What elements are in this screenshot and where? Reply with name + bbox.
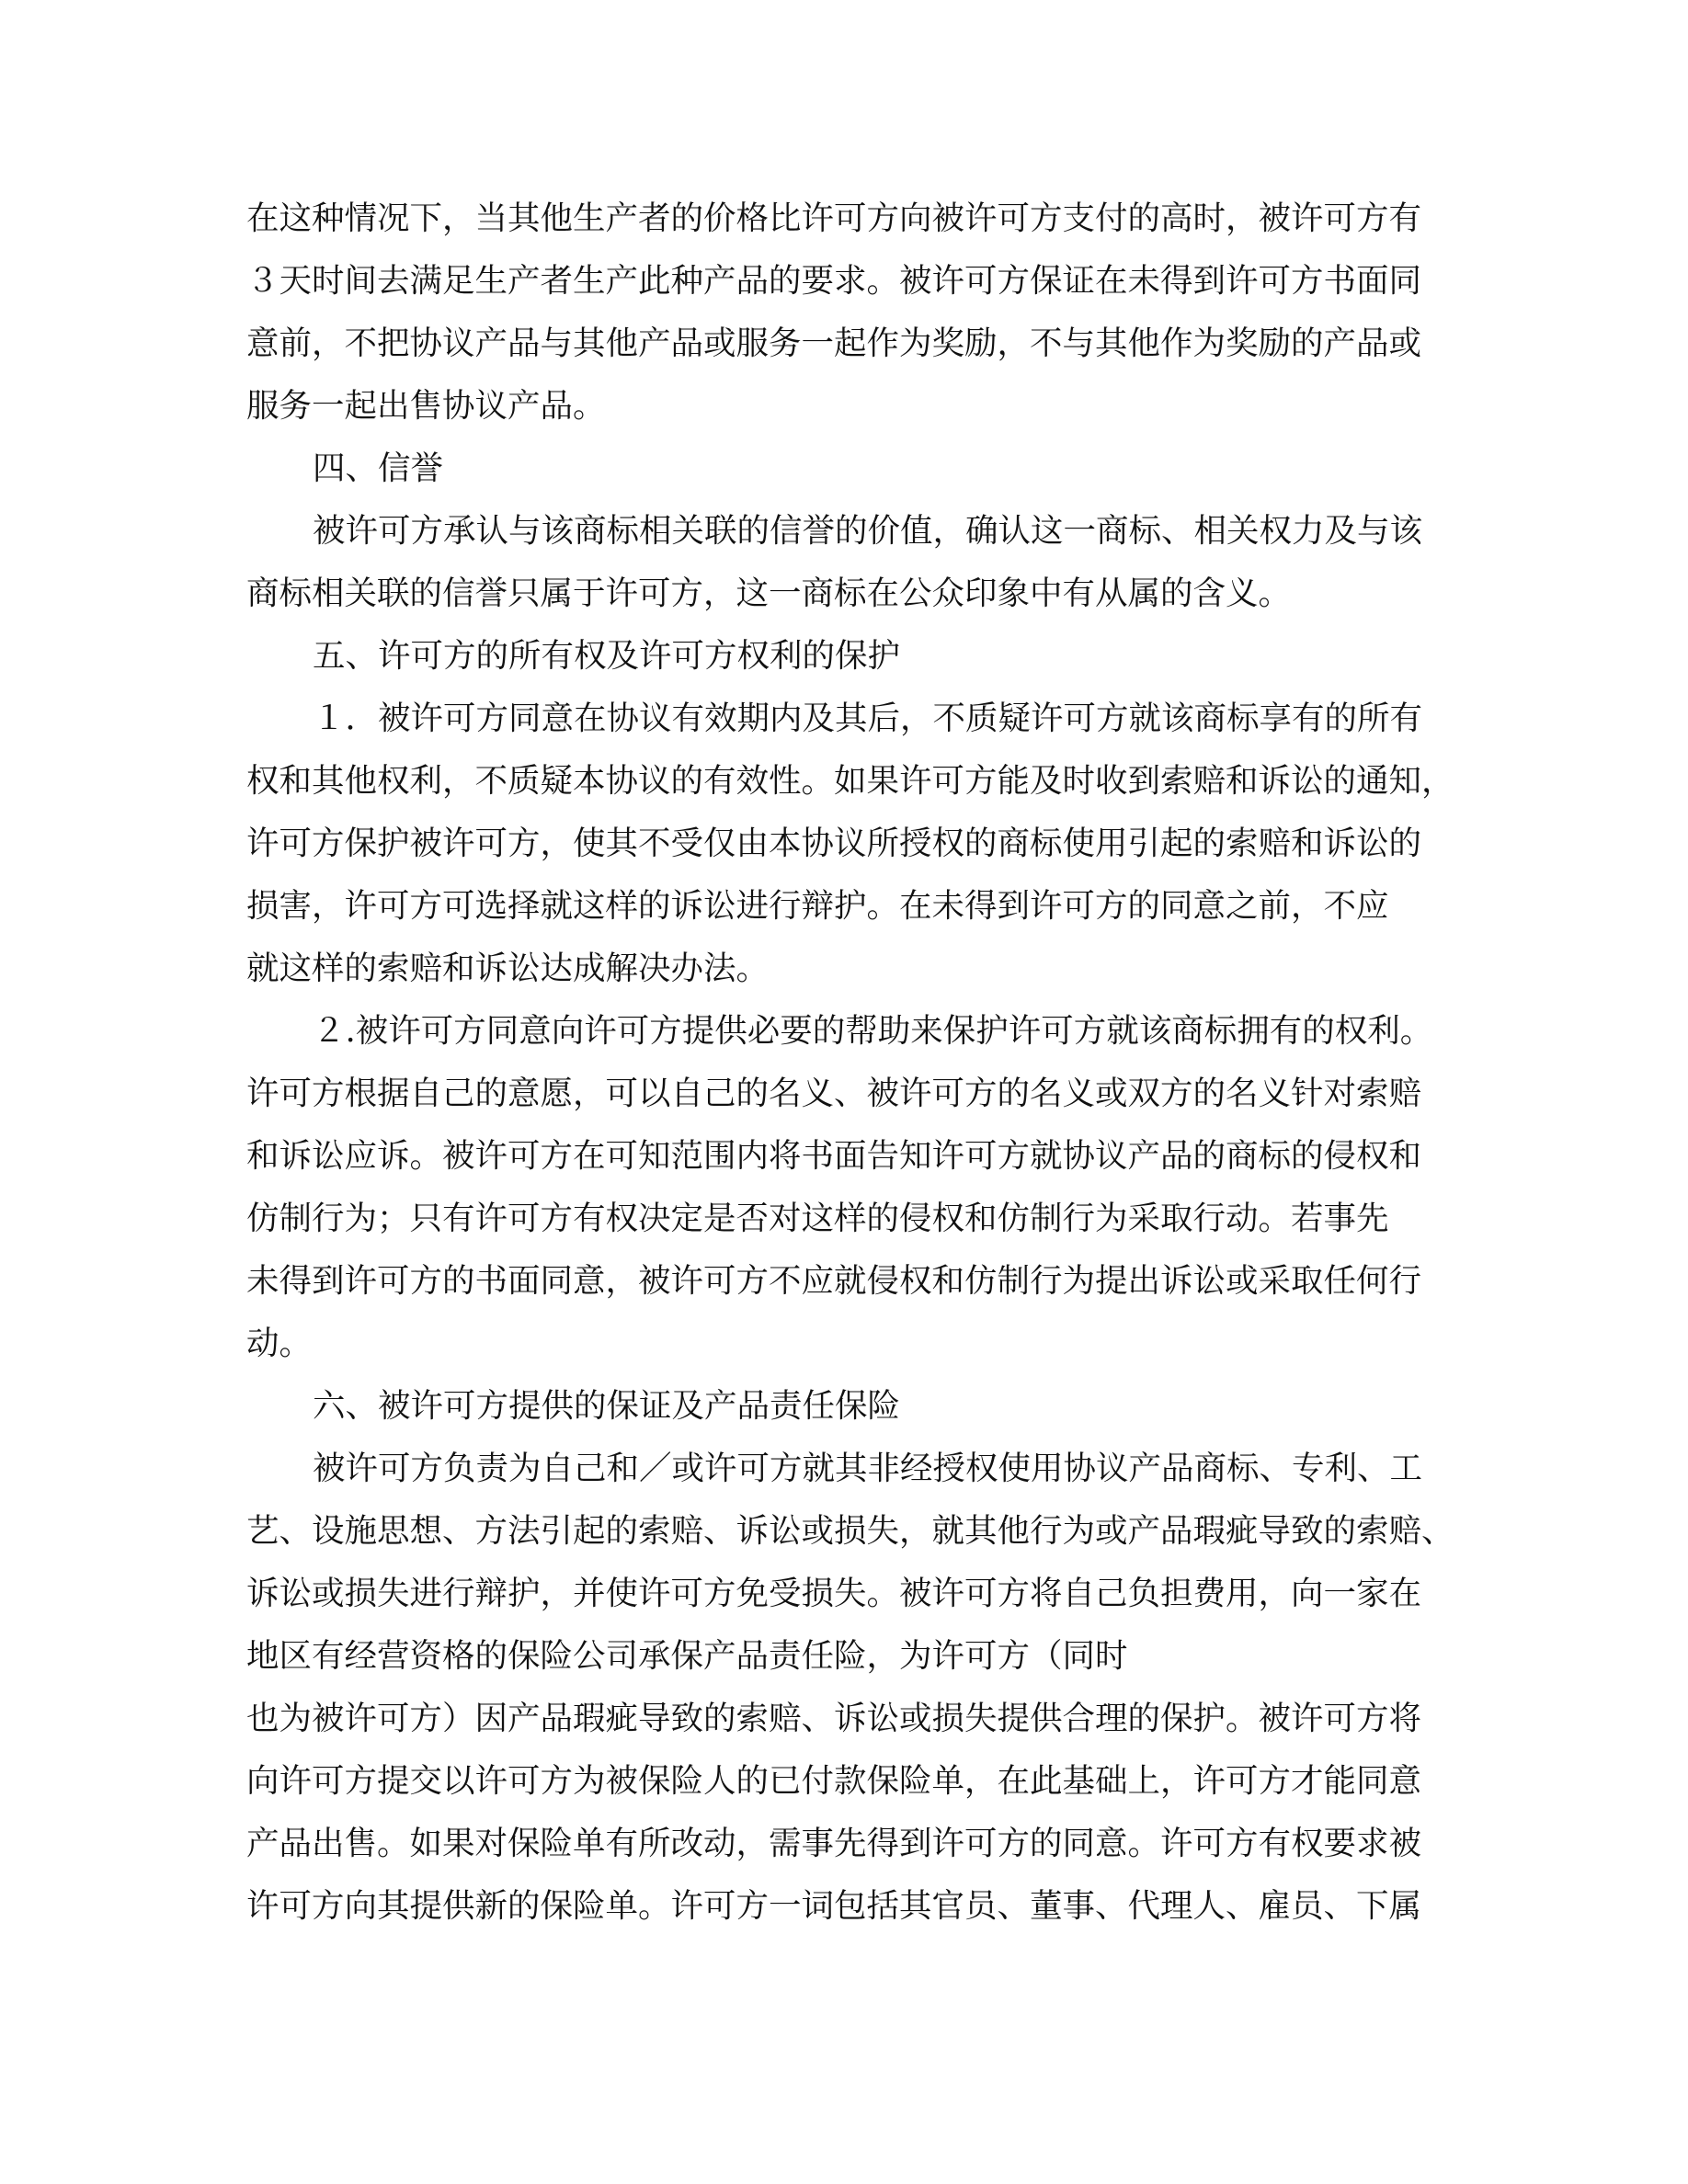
body-text-line: 未得到许可方的书面同意，被许可方不应就侵权和仿制行为提出诉讼或采取任何行 bbox=[246, 1262, 1422, 1300]
body-text-line: 许可方根据自己的意愿，可以自己的名义、被许可方的名义或双方的名义针对索赔 bbox=[246, 1075, 1422, 1112]
section-heading: 五、许可方的所有权及许可方权利的保护 bbox=[313, 637, 901, 675]
body-text-line: 许可方向其提供新的保险单。许可方一词包括其官员、董事、代理人、雇员、下属 bbox=[246, 1887, 1422, 1925]
body-text-line: 损害，许可方可选择就这样的诉讼进行辩护。在未得到许可方的同意之前，不应 bbox=[246, 887, 1389, 925]
body-text-line: 被许可方承认与该商标相关联的信誉的价值，确认这一商标、相关权力及与该 bbox=[313, 512, 1423, 550]
body-text-line: 动。 bbox=[246, 1325, 313, 1362]
body-text-line: 意前，不把协议产品与其他产品或服务一起作为奖励，不与其他作为奖励的产品或 bbox=[246, 324, 1422, 362]
body-text-line: 被许可方负责为自己和／或许可方就其非经授权使用协议产品商标、专利、工 bbox=[313, 1450, 1423, 1487]
body-text-line: 就这样的索赔和诉讼达成解决办法。 bbox=[246, 950, 770, 987]
body-text-line: 和诉讼应诉。被许可方在可知范围内将书面告知许可方就协议产品的商标的侵权和 bbox=[246, 1137, 1422, 1175]
section-heading: 四、信誉 bbox=[313, 449, 444, 487]
body-text-line: １．被许可方同意在协议有效期内及其后，不质疑许可方就该商标享有的所有 bbox=[313, 700, 1423, 737]
body-text-line: 产品出售。如果对保险单有所改动，需事先得到许可方的同意。许可方有权要求被 bbox=[246, 1825, 1422, 1862]
body-text-line: 在这种情况下，当其他生产者的价格比许可方向被许可方支付的高时，被许可方有 bbox=[246, 199, 1422, 237]
body-text-line: 地区有经营资格的保险公司承保产品责任险，为许可方（同时 bbox=[246, 1637, 1128, 1675]
body-text-line: 也为被许可方）因产品瑕疵导致的索赔、诉讼或损失提供合理的保护。被许可方将 bbox=[246, 1700, 1422, 1737]
body-text-line: 艺、设施思想、方法引起的索赔、诉讼或损失，就其他行为或产品瑕疵导致的索赔、 bbox=[246, 1512, 1454, 1550]
body-text-line: 许可方保护被许可方，使其不受仅由本协议所授权的商标使用引起的索赔和诉讼的 bbox=[246, 825, 1422, 862]
body-text-line: 诉讼或损失进行辩护，并使许可方免受损失。被许可方将自己负担费用，向一家在 bbox=[246, 1575, 1422, 1612]
section-heading: 六、被许可方提供的保证及产品责任保险 bbox=[313, 1387, 901, 1425]
body-text-line: 仿制行为；只有许可方有权决定是否对这样的侵权和仿制行为采取行动。若事先 bbox=[246, 1200, 1389, 1237]
body-text-line: ３天时间去满足生产者生产此种产品的要求。被许可方保证在未得到许可方书面同 bbox=[246, 262, 1422, 300]
body-text-line: ２.被许可方同意向许可方提供必要的帮助来保护许可方就该商标拥有的权利。 bbox=[313, 1012, 1433, 1050]
body-text-line: 服务一起出售协议产品。 bbox=[246, 387, 606, 425]
body-text-line: 权和其他权利，不质疑本协议的有效性。如果许可方能及时收到索赔和诉讼的通知， bbox=[246, 762, 1454, 800]
body-text-line: 商标相关联的信誉只属于许可方，这一商标在公众印象中有从属的含义。 bbox=[246, 574, 1292, 612]
body-text-line: 向许可方提交以许可方为被保险人的已付款保险单，在此基础上，许可方才能同意 bbox=[246, 1762, 1422, 1800]
